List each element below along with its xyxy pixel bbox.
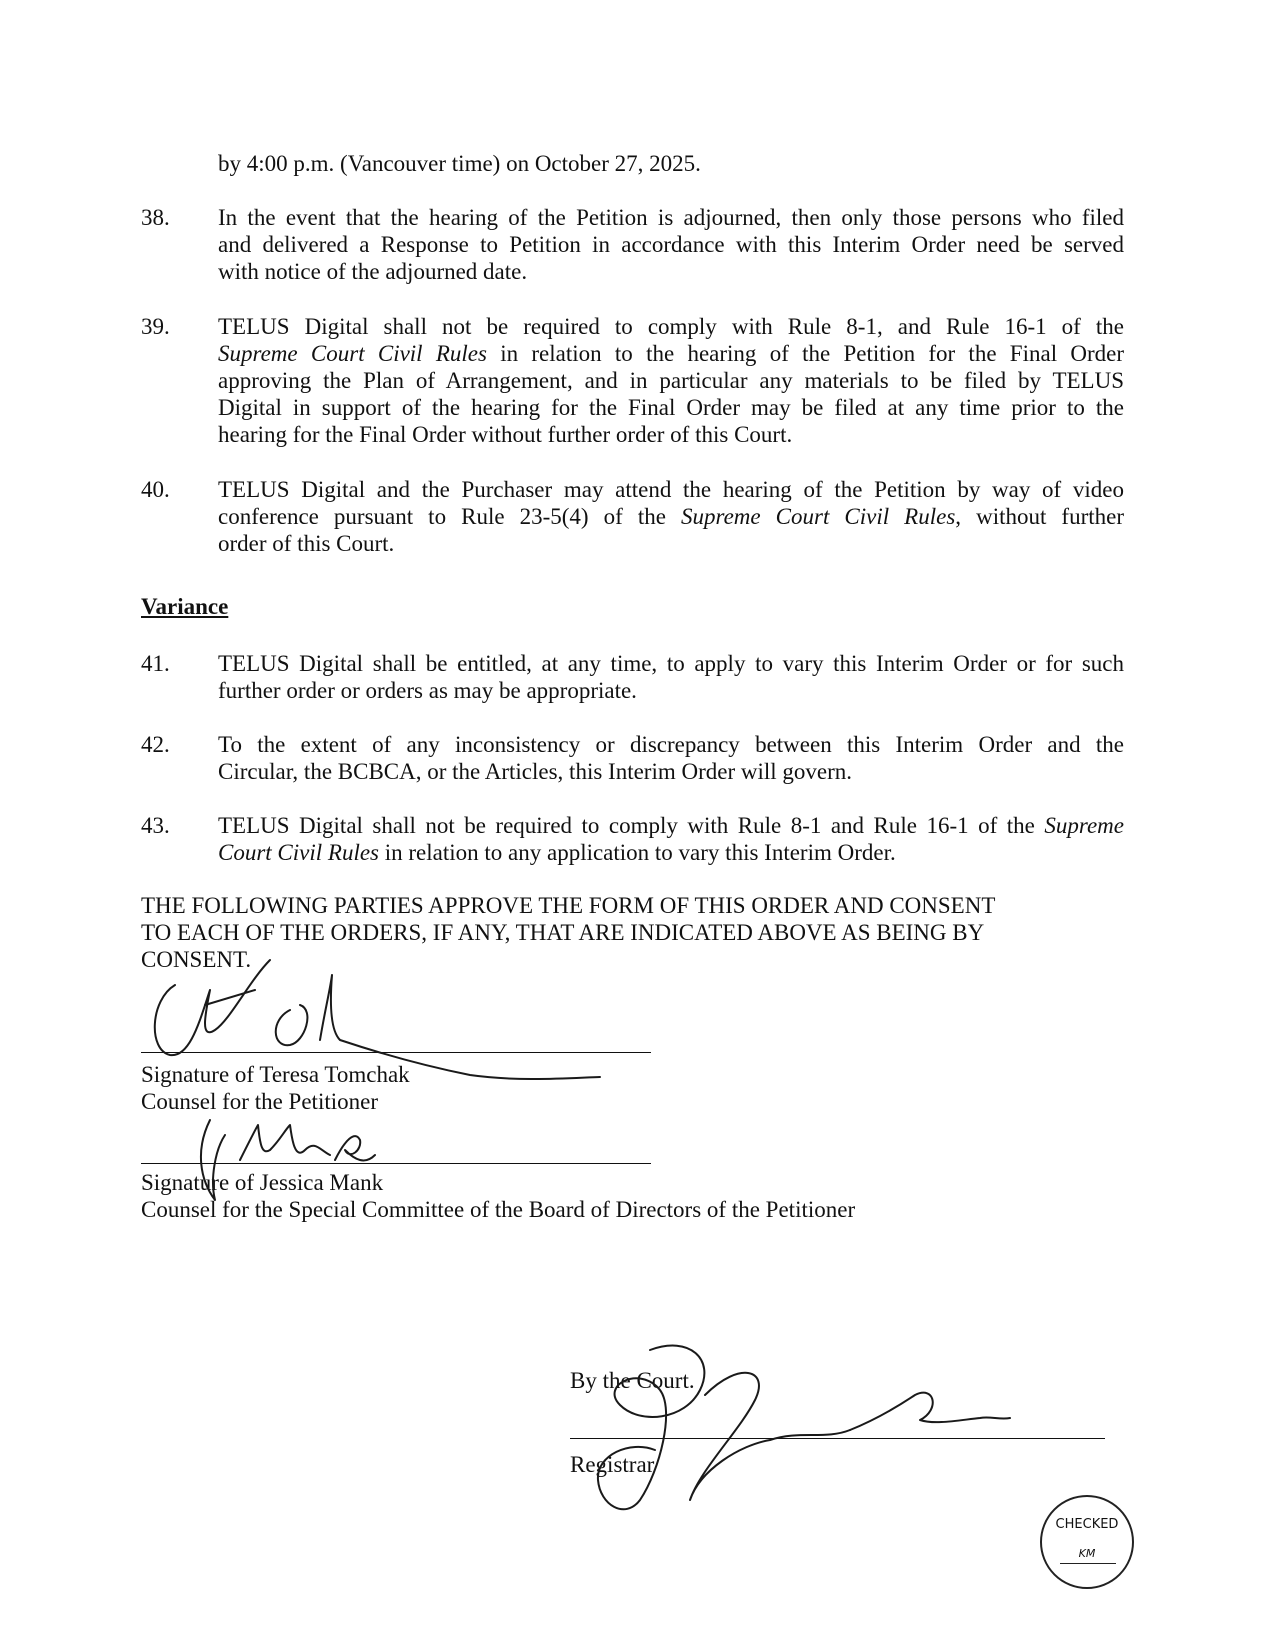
registrar-signature-ink	[850, 1393, 1010, 1430]
approval-line: CONSENT.	[141, 947, 252, 972]
signatory-name: Signature of Jessica Mank	[141, 1170, 384, 1195]
registrar-signature-ink	[690, 1373, 850, 1500]
paragraph-line: Digital in support of the hearing for the Final Order may be filed at any time prior to the	[218, 395, 1124, 420]
paragraph-line: with notice of the adjourned date.	[218, 259, 528, 284]
paragraph-number: 43.	[141, 813, 170, 838]
paragraph-line: To the extent of any inconsistency or discrepancy between this Interim Order and the	[218, 732, 1124, 757]
rules-citation: Court Civil Rules	[218, 840, 379, 865]
signature-2-ink	[335, 1136, 375, 1160]
paragraph-line: Circular, the BCBCA, or the Articles, this Interim Order will govern.	[218, 759, 853, 784]
stamp-initials: KM	[1078, 1547, 1096, 1560]
paragraph-line: TELUS Digital shall not be required to comply with Rule 8-1, and Rule 16-1 of the	[218, 314, 1124, 339]
paragraph-line: and delivered a Response to Petition in accordance with this Interim Order need be served	[218, 232, 1124, 257]
paragraph-39	[218, 313, 1124, 448]
paragraph-line: In the event that the hearing of the Petition is adjourned, then only those persons who filed	[218, 205, 1124, 230]
signatory-role: Counsel for the Petitioner	[141, 1089, 378, 1114]
paragraph-number: 40.	[141, 477, 170, 502]
paragraph-line: order of this Court.	[218, 531, 395, 556]
paragraph-41	[218, 650, 1124, 704]
paragraph-38	[218, 204, 1124, 285]
court-by-line: By the Court.	[570, 1368, 695, 1393]
signature-1-ink	[276, 1005, 308, 1045]
paragraph-line: approving the Plan of Arrangement, and in particular any materials to be filed by TELUS	[218, 368, 1124, 393]
paragraph-line: TELUS Digital and the Purchaser may attend the hearing of the Petition by way of video	[218, 477, 1124, 502]
paragraph-line: Court Civil Rules in relation to any application to vary this Interim Order.	[218, 840, 896, 865]
signature-line	[141, 1163, 651, 1164]
registrar-signature-line	[570, 1438, 1105, 1439]
signatory-role: Counsel for the Special Committee of the Board of Directors of the Petitioner	[141, 1197, 856, 1222]
paragraph-line: further order or orders as may be appropriate.	[218, 678, 637, 703]
paragraph-line: Supreme Court Civil Rules in relation to the hearing of the Petition for the Final Order	[218, 341, 1124, 366]
stamp-rule	[1060, 1563, 1116, 1564]
approval-statement	[141, 892, 1101, 973]
checked-stamp	[1040, 1495, 1134, 1589]
paragraph-43	[218, 812, 1124, 866]
paragraph-number: 42.	[141, 732, 170, 757]
paragraph-42	[218, 731, 1124, 785]
signatory-name: Signature of Teresa Tomchak	[141, 1062, 410, 1087]
paragraph-number: 41.	[141, 651, 170, 676]
rules-citation: Supreme Court Civil Rules	[218, 341, 487, 366]
paragraph-line: TELUS Digital shall be entitled, at any time, to apply to vary this Interim Order or for such	[218, 651, 1124, 676]
paragraph-40	[218, 476, 1124, 557]
rules-citation: Supreme	[1044, 813, 1124, 838]
paragraph-number: 38.	[141, 205, 170, 230]
registrar-label: Registrar	[570, 1452, 655, 1477]
paragraph-line: conference pursuant to Rule 23-5(4) of the Supreme Court Civil Rules, without further	[218, 504, 1124, 529]
approval-line: THE FOLLOWING PARTIES APPROVE THE FORM OF THIS ORDER AND CONSENT	[141, 893, 996, 918]
stamp-label: CHECKED	[1055, 1517, 1119, 1532]
paragraph-number: 39.	[141, 314, 170, 339]
approval-line: TO EACH OF THE ORDERS, IF ANY, THAT ARE INDICATED ABOVE AS BEING BY	[141, 920, 985, 945]
signature-2-ink	[240, 1125, 330, 1160]
signature-1-ink	[205, 990, 255, 1005]
paragraph-line: hearing for the Final Order without further order of this Court.	[218, 422, 793, 447]
paragraph-line: TELUS Digital shall not be required to comply with Rule 8-1 and Rule 16-1 of the Supreme	[218, 813, 1124, 838]
continuation-line: by 4:00 p.m. (Vancouver time) on October 27, 2025.	[218, 151, 701, 176]
section-heading: Variance	[141, 594, 229, 619]
signature-line	[141, 1052, 651, 1053]
rules-citation: Supreme Court Civil Rules	[681, 504, 956, 529]
signature-1-ink	[155, 960, 270, 1055]
